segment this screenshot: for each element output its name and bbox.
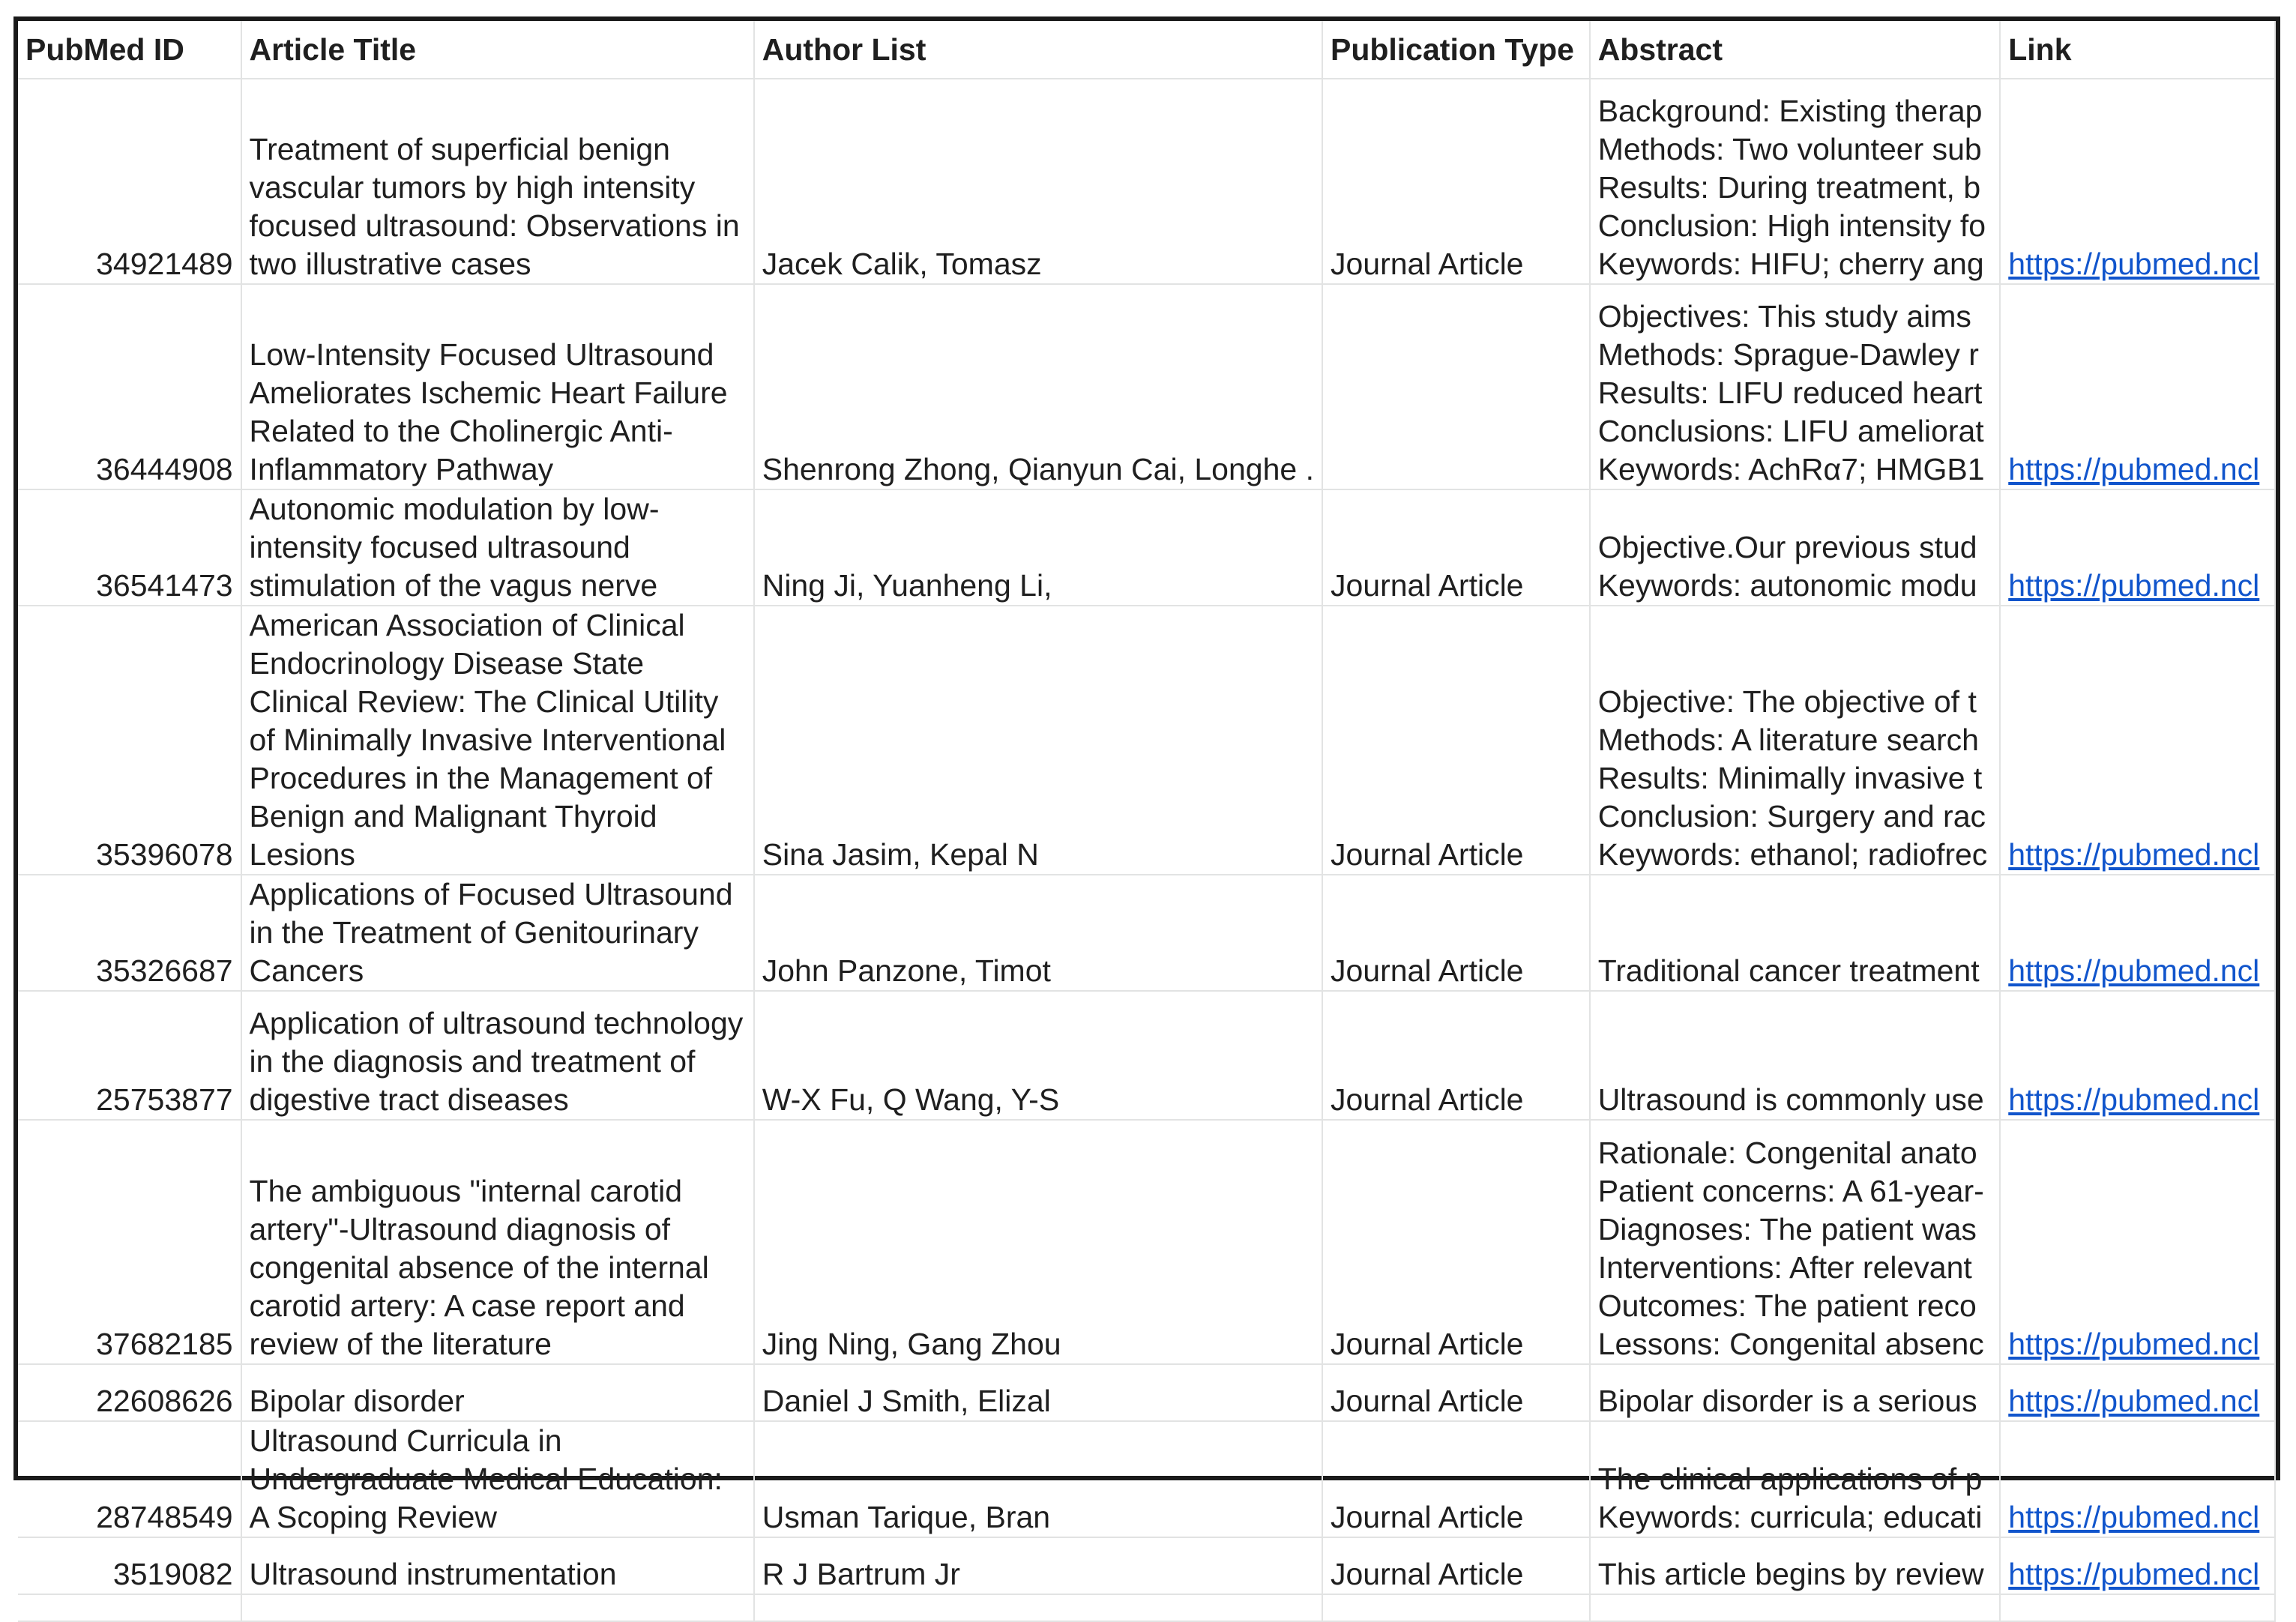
article-title-cell[interactable]: Autonomic modulation by low-intensity focused ultrasound stimulation of the vagus nerve [241,489,754,606]
pubmed-link[interactable]: https://pubmed.ncl [2000,1120,2275,1364]
author-list-cell[interactable]: W-X Fu, Q Wang, Y-S [754,991,1322,1120]
article-title-cell[interactable]: Ultrasound Curricula in Undergraduate Medical Education: A Scoping Review [241,1421,754,1537]
abstract-cell[interactable]: Objective.Our previous stud Keywords: autonomic modu [1590,489,2001,606]
header-abstract[interactable]: Abstract [1590,21,2001,79]
pubmed-id-cell[interactable]: 36541473 [18,489,241,606]
header-link[interactable]: Link [2000,21,2275,79]
pubmed-link[interactable]: https://pubmed.ncl [2000,1421,2275,1537]
pubmed-link[interactable]: https://pubmed.ncl [2000,79,2275,284]
empty-cell[interactable] [2000,1594,2275,1621]
table-row [18,1120,2275,1364]
table-row [18,284,2275,489]
article-title-cell[interactable]: American Association of Clinical Endocrinology Disease State Clinical Review: The Clinical Utility of Minimally Invasive Interventional Procedures in the Management of Benign and Malignant Thyroid Lesions [241,606,754,875]
pubmed-id-cell[interactable]: 22608626 [18,1364,241,1421]
header-article-title[interactable]: Article Title [241,21,754,79]
abstract-cell[interactable]: Background: Existing therap Methods: Two volunteer sub Results: During treatment, b Conclusion: High intensity fo Keywords: HIFU; cherry ang [1590,79,2001,284]
publication-type-cell[interactable]: Journal Article [1322,1120,1590,1364]
abstract-cell[interactable]: Objective: The objective of t Methods: A literature search Results: Minimally invasive t Conclusion: Surgery and rac Keywords: ethanol; radiofrec [1590,606,2001,875]
pubmed-link[interactable]: https://pubmed.ncl [2000,606,2275,875]
pubmed-link[interactable]: https://pubmed.ncl [2000,875,2275,991]
article-title-cell[interactable]: Low-Intensity Focused Ultrasound Ameliorates Ischemic Heart Failure Related to the Cholinergic Anti-Inflammatory Pathway [241,284,754,489]
abstract-cell[interactable]: Rationale: Congenital anato Patient concerns: A 61-year- Diagnoses: The patient was Interventions: After relevant Outcomes: The patient reco Lessons: Congenital absenc [1590,1120,2001,1364]
pubmed-link[interactable]: https://pubmed.ncl [2000,489,2275,606]
pubmed-id-cell[interactable]: 3519082 [18,1537,241,1594]
pubmed-id-cell[interactable]: 36444908 [18,284,241,489]
header-row [18,21,2275,79]
abstract-cell[interactable]: Traditional cancer treatment [1590,875,2001,991]
pubmed-link[interactable]: https://pubmed.ncl [2000,284,2275,489]
pubmed-link[interactable]: https://pubmed.ncl [2000,1364,2275,1421]
author-list-cell[interactable]: Jacek Calik, Tomasz [754,79,1322,284]
publication-type-cell[interactable] [1322,284,1590,489]
abstract-cell[interactable]: Objectives: This study aims Methods: Sprague-Dawley r Results: LIFU reduced heart Conclusions: LIFU ameliorat Keywords: AchRα7; HMGB1 [1590,284,2001,489]
table-row [18,1537,2275,1594]
abstract-cell[interactable]: Bipolar disorder is a serious [1590,1364,2001,1421]
publication-type-cell[interactable]: Journal Article [1322,606,1590,875]
empty-cell[interactable] [754,1594,1322,1621]
spreadsheet-frame [13,16,2280,1591]
article-title-cell[interactable]: Ultrasound instrumentation [241,1537,754,1594]
pubmed-id-cell[interactable]: 37682185 [18,1120,241,1364]
empty-row [18,1594,2275,1621]
table-row [18,991,2275,1120]
article-title-cell[interactable]: Treatment of superficial benign vascular tumors by high intensity focused ultrasound: Observations in two illustrative cases [241,79,754,284]
article-title-cell[interactable]: Applications of Focused Ultrasound in the Treatment of Genitourinary Cancers [241,875,754,991]
publication-type-cell[interactable]: Journal Article [1322,875,1590,991]
header-publication-type[interactable]: Publication Type [1322,21,1590,79]
author-list-cell[interactable]: Ning Ji, Yuanheng Li, [754,489,1322,606]
publication-type-cell[interactable]: Journal Article [1322,1421,1590,1537]
author-list-cell[interactable]: R J Bartrum Jr [754,1537,1322,1594]
author-list-cell[interactable]: Jing Ning, Gang Zhou [754,1120,1322,1364]
article-title-cell[interactable]: Bipolar disorder [241,1364,754,1421]
pubmed-link[interactable]: https://pubmed.ncl [2000,991,2275,1120]
table-row [18,1364,2275,1421]
article-title-cell[interactable]: Application of ultrasound technology in the diagnosis and treatment of digestive tract diseases [241,991,754,1120]
publication-type-cell[interactable]: Journal Article [1322,1364,1590,1421]
abstract-cell[interactable]: This article begins by review [1590,1537,2001,1594]
empty-cell[interactable] [18,1594,241,1621]
empty-cell[interactable] [241,1594,754,1621]
author-list-cell[interactable]: Shenrong Zhong, Qianyun Cai, Longhe . [754,284,1322,489]
table-row [18,489,2275,606]
empty-cell[interactable] [1590,1594,2001,1621]
publication-type-cell[interactable]: Journal Article [1322,1537,1590,1594]
author-list-cell[interactable]: Sina Jasim, Kepal N [754,606,1322,875]
pubmed-id-cell[interactable]: 35396078 [18,606,241,875]
author-list-cell[interactable]: Daniel J Smith, Elizal [754,1364,1322,1421]
abstract-cell[interactable]: The clinical applications of p Keywords: curricula; educati [1590,1421,2001,1537]
article-title-cell[interactable]: The ambiguous "internal carotid artery"-Ultrasound diagnosis of congenital absence of the internal carotid artery: A case report and review of the literature [241,1120,754,1364]
pubmed-link[interactable]: https://pubmed.ncl [2000,1537,2275,1594]
author-list-cell[interactable]: John Panzone, Timot [754,875,1322,991]
pubmed-id-cell[interactable]: 25753877 [18,991,241,1120]
table-row [18,606,2275,875]
spreadsheet-grid [18,21,2276,1622]
table-row [18,1421,2275,1537]
publication-type-cell[interactable]: Journal Article [1322,991,1590,1120]
header-author-list[interactable]: Author List [754,21,1322,79]
author-list-cell[interactable]: Usman Tarique, Bran [754,1421,1322,1537]
pubmed-id-cell[interactable]: 28748549 [18,1421,241,1537]
publication-type-cell[interactable]: Journal Article [1322,79,1590,284]
table-row [18,875,2275,991]
publication-type-cell[interactable]: Journal Article [1322,489,1590,606]
header-pubmed-id[interactable]: PubMed ID [18,21,241,79]
abstract-cell[interactable]: Ultrasound is commonly use [1590,991,2001,1120]
pubmed-id-cell[interactable]: 34921489 [18,79,241,284]
empty-cell[interactable] [1322,1594,1590,1621]
table-row [18,79,2275,284]
pubmed-id-cell[interactable]: 35326687 [18,875,241,991]
